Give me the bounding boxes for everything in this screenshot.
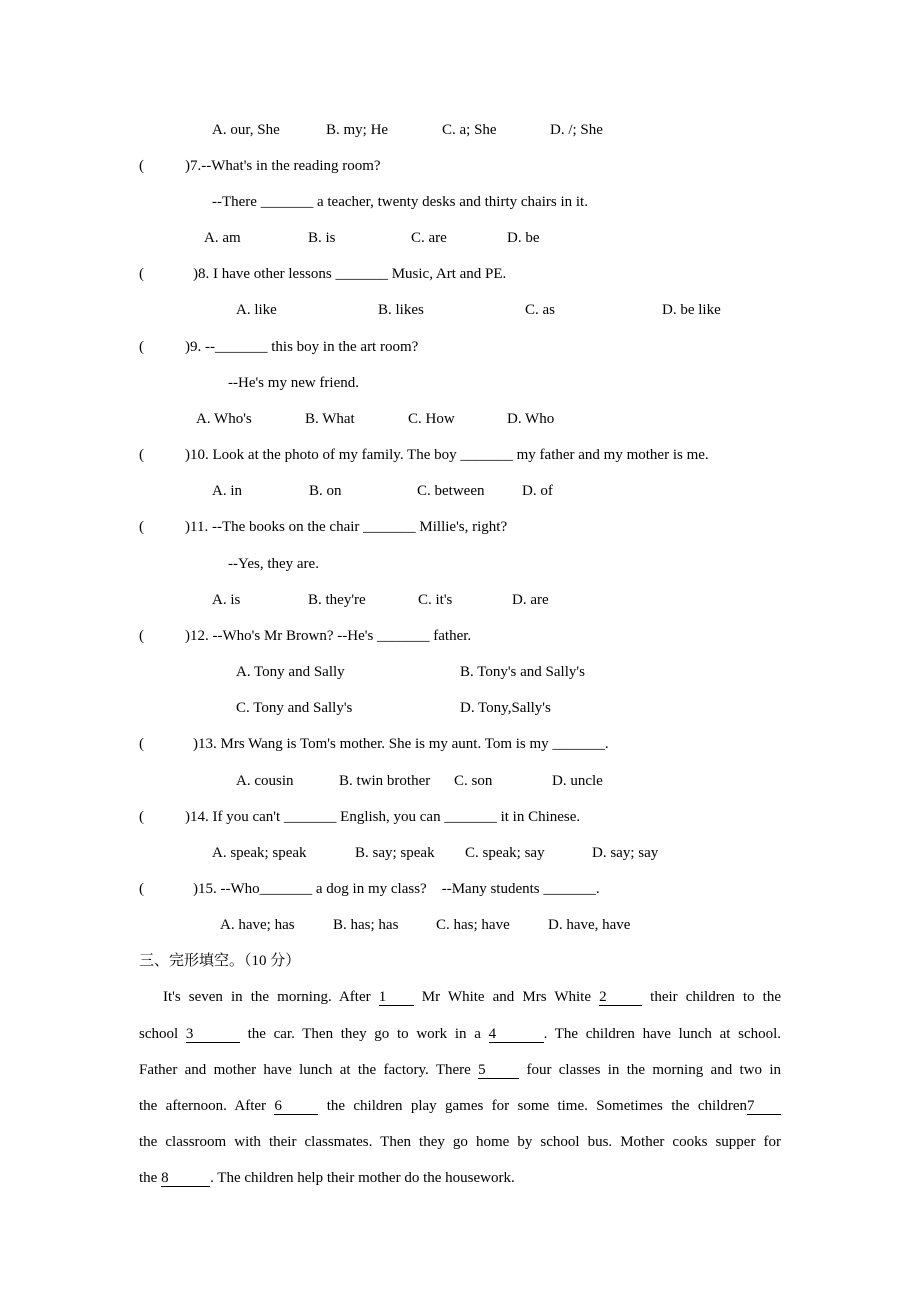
question-text: I have other lessons _______ Music, Art and PE. — [213, 266, 507, 282]
question-text: --_______ this boy in the art room? — [205, 339, 419, 355]
question-text: --Who's Mr Brown? --He's _______ father. — [212, 628, 472, 644]
question-number: )13. — [193, 736, 217, 752]
passage-text: their children to the — [650, 989, 782, 1005]
passage-line — [139, 987, 781, 1007]
option: C. Tony and Sally's — [236, 700, 353, 716]
answer-paren: ( — [139, 628, 144, 644]
question-14 — [185, 807, 580, 827]
question-number: )7. — [185, 158, 202, 174]
cloze-blank: 1 — [379, 989, 414, 1006]
option: B. What — [305, 411, 355, 427]
cloze-blank: 3 — [186, 1026, 240, 1043]
option: C. a; She — [442, 122, 497, 138]
question-text: Look at the photo of my family. The boy _______ my father and my mother is me. — [212, 447, 709, 463]
passage-line — [139, 1132, 781, 1152]
question-subline: --There _______ a teacher, twenty desks and thirty chairs in it. — [212, 194, 588, 210]
cloze-blank: 6 — [274, 1098, 318, 1115]
option: B. Tony's and Sally's — [460, 664, 585, 680]
option: B. they're — [308, 592, 366, 608]
passage-text: the car. Then they go to work in a — [247, 1026, 481, 1042]
option: C. How — [408, 411, 455, 427]
option: A. is — [212, 592, 241, 608]
passage-line — [139, 1168, 781, 1188]
option: C. as — [525, 302, 555, 318]
question-7 — [185, 156, 381, 176]
option: C. it's — [418, 592, 453, 608]
question-text: --What's in the reading room? — [201, 158, 381, 174]
question-number: )14. — [185, 809, 209, 825]
option: A. speak; speak — [212, 845, 307, 861]
question-text: Mrs Wang is Tom's mother. She is my aunt. Tom is my _______. — [220, 736, 609, 752]
passage-text: four classes in the morning and two in — [526, 1062, 782, 1078]
passage-text: . The children help their mother do the housework. — [210, 1170, 515, 1186]
option: A. in — [212, 483, 242, 499]
option: B. has; has — [333, 917, 399, 933]
section-heading: 三、完形填空。（10 分） — [139, 953, 301, 969]
question-8 — [193, 264, 506, 284]
answer-paren: ( — [139, 736, 144, 752]
option: D. are — [512, 592, 549, 608]
option: D. of — [522, 483, 553, 499]
passage-text: school — [139, 1026, 179, 1042]
option: A. cousin — [236, 773, 294, 789]
option: B. say; speak — [355, 845, 435, 861]
option: B. is — [308, 230, 336, 246]
answer-paren: ( — [139, 881, 144, 897]
option: A. have; has — [220, 917, 295, 933]
answer-paren: ( — [139, 809, 144, 825]
option: B. likes — [378, 302, 424, 318]
passage-text: the — [139, 1170, 158, 1186]
answer-paren: ( — [139, 339, 144, 355]
option: C. between — [417, 483, 485, 499]
answer-paren: ( — [139, 519, 144, 535]
option: A. like — [236, 302, 277, 318]
option: D. say; say — [592, 845, 659, 861]
option: D. Tony,Sally's — [460, 700, 551, 716]
passage-text: the afternoon. After — [139, 1098, 267, 1114]
question-text: --The books on the chair _______ Millie's, right? — [211, 519, 508, 535]
cloze-blank: 7 — [747, 1098, 781, 1115]
answer-paren: ( — [139, 447, 144, 463]
question-number: )8. — [193, 266, 210, 282]
question-number: )15. — [193, 881, 217, 897]
option: D. uncle — [552, 773, 603, 789]
cloze-blank: 4 — [489, 1026, 544, 1043]
passage-text: Mr White and Mrs White — [421, 989, 591, 1005]
option: C. speak; say — [465, 845, 545, 861]
question-12 — [185, 626, 471, 646]
answer-paren: ( — [139, 266, 144, 282]
option: D. Who — [507, 411, 555, 427]
question-number: )11. — [185, 519, 209, 535]
passage-line — [139, 1024, 781, 1044]
question-number: )12. — [185, 628, 209, 644]
option: D. be like — [662, 302, 721, 318]
question-number: )10. — [185, 447, 209, 463]
answer-paren: ( — [139, 158, 144, 174]
option: A. Tony and Sally — [236, 664, 345, 680]
question-text: If you can't _______ English, you can _______ it in Chinese. — [212, 809, 581, 825]
passage-text: Father and mother have lunch at the factory. There — [139, 1062, 471, 1078]
option: C. has; have — [436, 917, 510, 933]
question-15 — [193, 879, 600, 899]
option: B. twin brother — [339, 773, 431, 789]
passage-text: It's seven in the morning. After — [163, 989, 371, 1005]
option: C. are — [411, 230, 447, 246]
question-10 — [185, 445, 709, 465]
option: D. have, have — [548, 917, 631, 933]
cloze-blank: 8 — [161, 1170, 210, 1187]
passage-text: the children play games for some time. Sometimes the children — [326, 1098, 748, 1114]
question-13 — [193, 734, 609, 754]
question-11 — [185, 517, 507, 537]
option: A. our, She — [212, 122, 280, 138]
question-9 — [185, 337, 418, 357]
question-text: --Who_______ a dog in my class? --Many students _______. — [220, 881, 600, 897]
option: B. on — [309, 483, 342, 499]
option: B. my; He — [326, 122, 389, 138]
option: C. son — [454, 773, 493, 789]
option: D. be — [507, 230, 540, 246]
option: D. /; She — [550, 122, 603, 138]
cloze-blank: 2 — [599, 989, 642, 1006]
passage-text: the classroom with their classmates. Then they go home by school bus. Mother cooks supper for — [139, 1134, 781, 1150]
passage-text: . The children have lunch at school. — [543, 1026, 782, 1042]
passage-line — [139, 1096, 781, 1116]
passage-line — [139, 1060, 781, 1080]
option: A. am — [204, 230, 241, 246]
cloze-blank: 5 — [478, 1062, 519, 1079]
option: A. Who's — [196, 411, 252, 427]
question-subline: --Yes, they are. — [228, 556, 319, 572]
question-subline: --He's my new friend. — [228, 375, 359, 391]
question-number: )9. — [185, 339, 202, 355]
